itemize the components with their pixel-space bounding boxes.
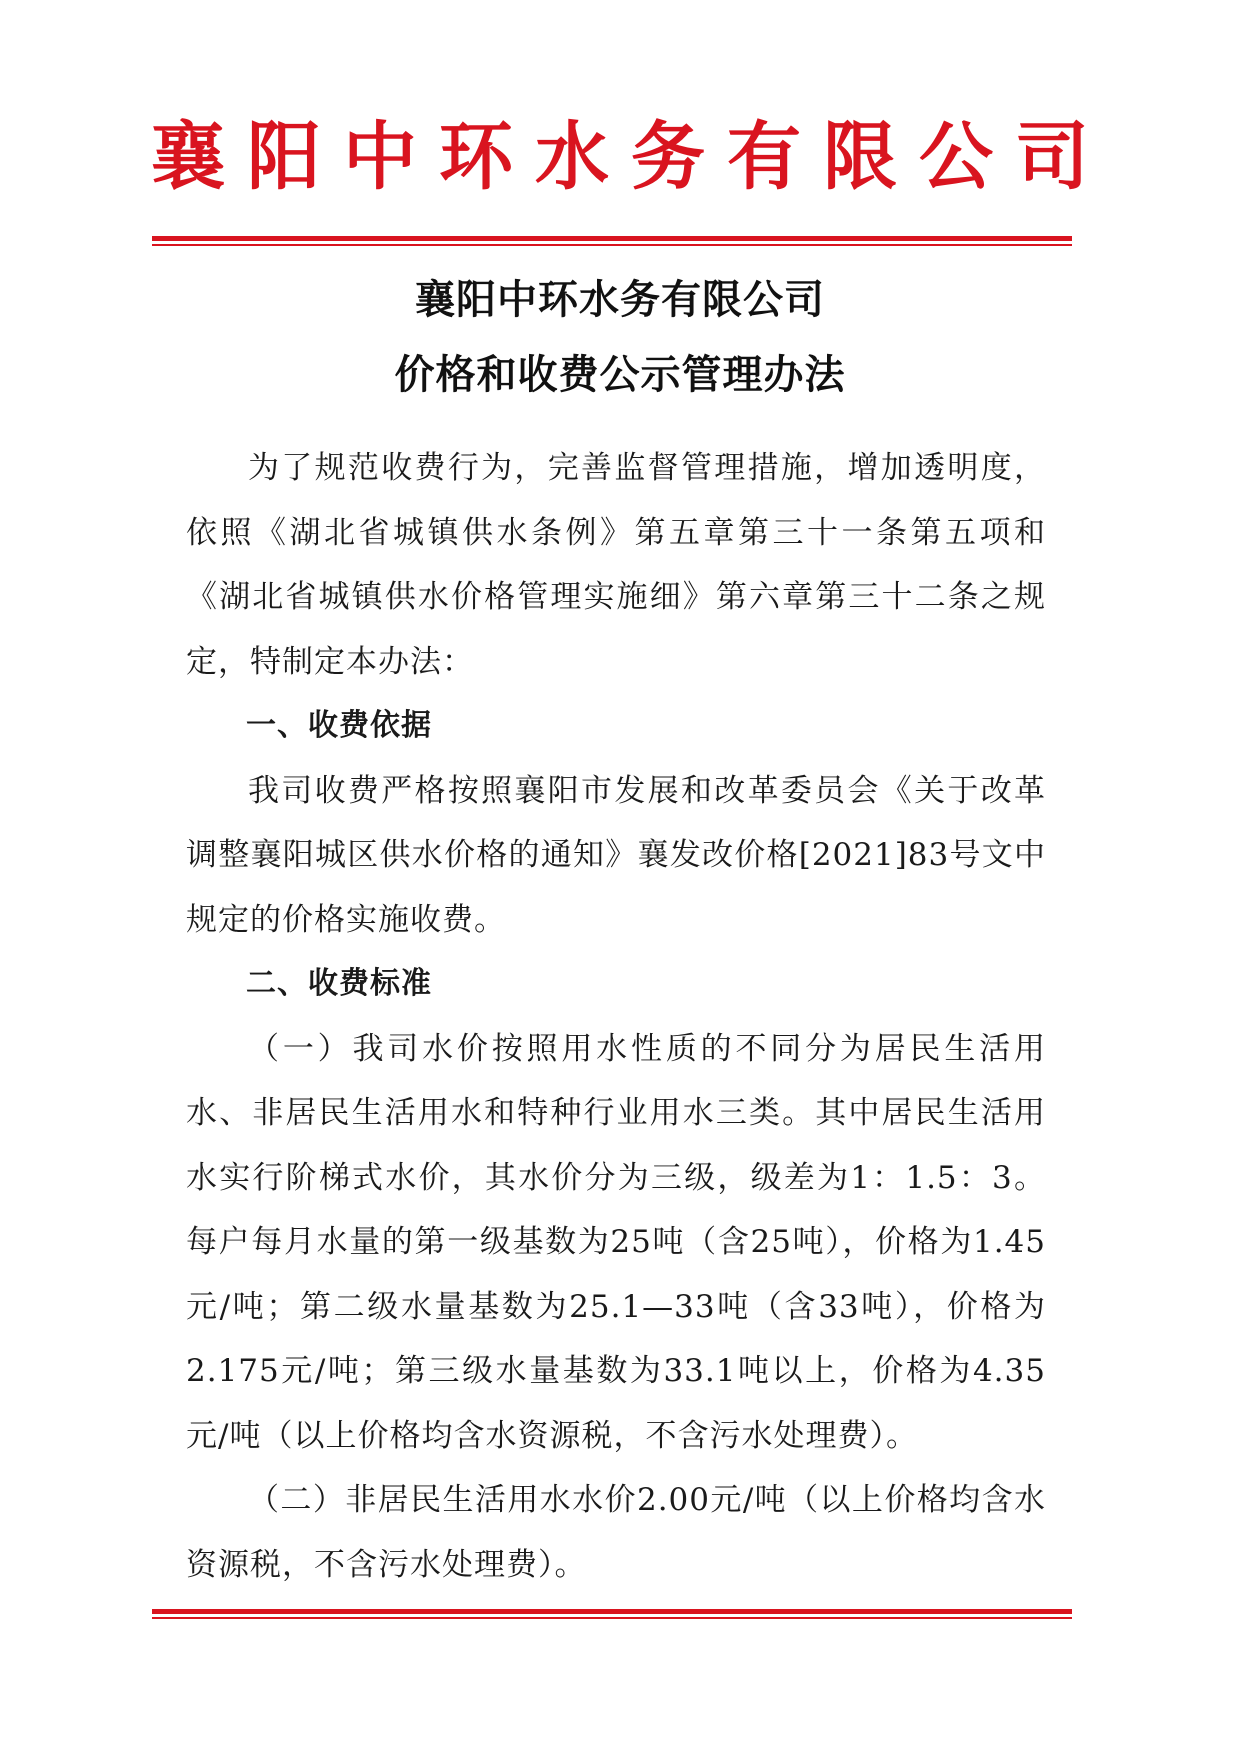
footer-red-divider [152,1609,1072,1619]
letterhead-red-divider [152,236,1072,246]
section-heading-basis: 一、收费依据 [246,708,432,743]
standards-item-2-paragraph: （二）非居民生活用水水价2.00元/吨（以上价格均含水资源税，不含污水处理费）。 [186,1482,1046,1583]
document-title-line1: 襄阳中环水务有限公司 [415,276,825,323]
letterhead-company-name: 襄阳中环水务有限公司 [151,114,1111,200]
document-title-line2: 价格和收费公示管理办法 [394,351,846,398]
intro-paragraph: 为了规范收费行为，完善监督管理措施，增加透明度，依照《湖北省城镇供水条例》第五章第三十一条第五项和《湖北省城镇供水价格管理实施细》第六章第三十二条之规定，特制定本办法： [186,450,1046,680]
section-heading-standards: 二、收费标准 [246,966,432,1001]
document-body [186,436,1046,1597]
standards-item-1-paragraph: （一）我司水价按照用水性质的不同分为居民生活用水、非居民生活用水和特种行业用水三类。其中居民生活用水实行阶梯式水价，其水价分为三级，级差为1：1.5：3。每户每月水量的第一级基数为25吨（含25吨），价格为1.45元/吨；第二级水量基数为25.1—33吨（含33吨），价格为2.175元/吨；第三级水量基数为33.1吨以上，价格为4.35元/吨（以上价格均含水资源税，不含污水处理费）。 [186,1030,1046,1454]
section-basis-paragraph: 我司收费严格按照襄阳市发展和改革委员会《关于改革调整襄阳城区供水价格的通知》襄发改价格[2021]83号文中规定的价格实施收费。 [186,772,1046,938]
